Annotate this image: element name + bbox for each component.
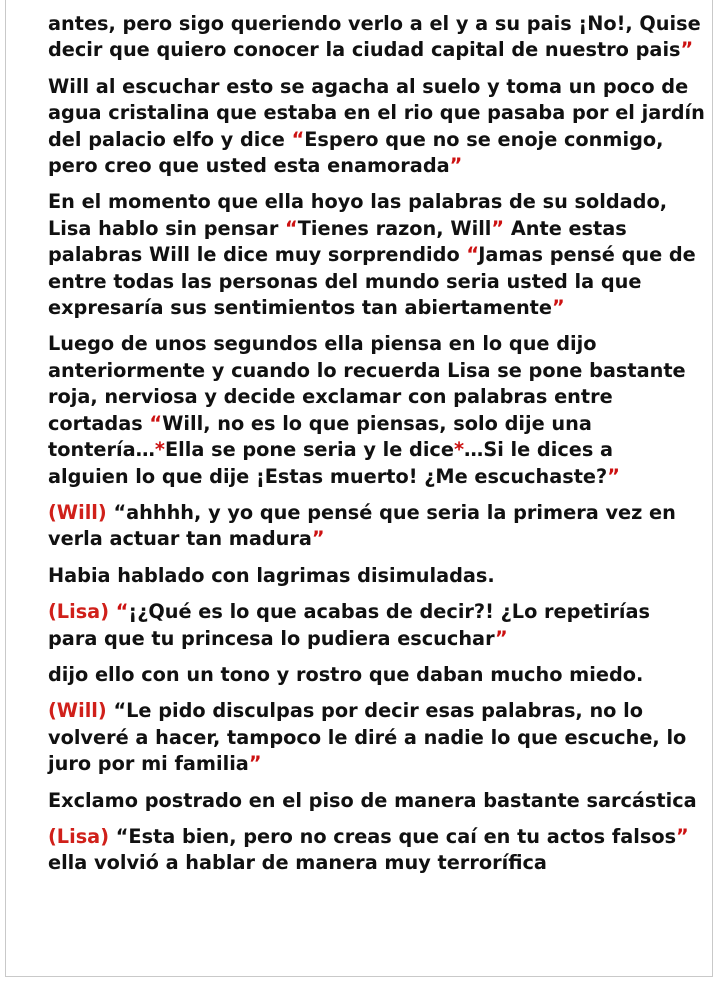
text-line: [48, 850, 684, 876]
paragraph: [48, 189, 696, 321]
paragraph: [48, 563, 684, 589]
text-line: [48, 242, 696, 268]
text-line: [48, 331, 684, 357]
quote-mark: “: [115, 600, 129, 624]
quote-mark: ”: [607, 464, 620, 488]
paragraph: [48, 331, 684, 489]
text-segment: del palacio elfo y dice: [48, 127, 292, 151]
text-line: [48, 824, 689, 850]
paragraph: [48, 11, 701, 64]
paragraph: [48, 74, 705, 180]
paragraph: [48, 500, 684, 553]
quote-mark: ”: [491, 216, 505, 240]
quote-mark: *: [453, 438, 465, 462]
text-segment: tontería…: [48, 438, 155, 462]
quote-mark: ”: [676, 824, 689, 848]
text-line: [48, 189, 684, 215]
text-segment: Lisa hablo sin pensar: [48, 216, 286, 240]
text-segment: verla actuar tan madura: [48, 527, 312, 551]
document-page: [5, 0, 713, 977]
text-segment: antes, pero sigo queriendo verlo a el y a su pais ¡No!, Quise: [48, 12, 701, 35]
text-segment: Will al escuchar esto se agacha al suelo y toma un poco de: [48, 74, 689, 98]
text-segment: pero creo que usted esta enamorada: [48, 154, 450, 178]
paragraph: [48, 824, 689, 877]
speaker-label: (Lisa): [48, 600, 110, 624]
text-segment: agua cristalina que estaba en el rio que pasaba por el jardín: [48, 101, 705, 125]
text-line: [48, 384, 684, 410]
text-segment: En el momento que ella hoyo las palabras de su soldado,: [48, 190, 668, 214]
text-line: [48, 751, 684, 777]
text-line: [48, 626, 684, 652]
text-segment: anteriormente y cuando lo recuerda Lisa se pone bastante: [48, 358, 686, 382]
text-line: [48, 526, 684, 552]
text-segment: Ella se pone seria y le dice: [165, 438, 454, 462]
text-line: [48, 11, 701, 37]
text-segment: “Esta bien, pero no creas que caí en tu actos falsos: [109, 824, 677, 848]
quote-mark: “: [466, 243, 479, 267]
text-segment: …Si le dices a: [464, 438, 614, 462]
quote-mark: ”: [449, 154, 463, 178]
quote-mark: ”: [680, 38, 694, 62]
text-segment: volveré a hacer, tampoco le diré a nadie lo que escuche, lo: [48, 725, 687, 749]
quote-mark: ”: [311, 527, 325, 551]
story-text: [48, 11, 705, 887]
text-line: [48, 269, 684, 295]
text-segment: Will, no es lo que piensas, solo dije una: [162, 411, 592, 435]
text-segment: juro por mi familia: [48, 752, 249, 776]
text-segment: Luego de unos segundos ella piensa en lo que dijo: [48, 332, 597, 356]
text-segment: cortadas: [48, 411, 150, 435]
text-segment: expresaría sus sentimientos tan abiertamente: [48, 296, 552, 320]
quote-mark: ”: [248, 752, 262, 776]
text-segment: decir que quiero conocer la ciudad capital de nuestro pais: [48, 38, 681, 62]
text-segment: Habia hablado con lagrimas disimuladas.: [48, 563, 495, 587]
text-line: [48, 464, 684, 490]
text-segment: palabras Will le dice muy sorprendido: [48, 243, 467, 267]
text-segment: “ahhhh, y yo que pensé que seria la primera vez en: [106, 500, 676, 524]
quote-mark: ”: [551, 296, 565, 320]
text-segment: ella volvió a hablar de manera muy terrorífica: [48, 851, 547, 875]
text-segment: “Le pido disculpas por decir esas palabras, no lo: [106, 699, 643, 723]
speaker-label: (Lisa): [48, 824, 110, 848]
paragraph: [48, 599, 684, 652]
text-line: [48, 37, 694, 63]
speaker-label: (Will): [48, 699, 107, 723]
quote-mark: “: [149, 411, 163, 435]
text-line: [48, 295, 684, 321]
text-line: [48, 216, 684, 242]
text-segment: entre todas las personas del mundo seria usted la que: [48, 269, 642, 293]
text-line: [48, 100, 705, 126]
text-segment: dijo ello con un tono y rostro que daban mucho miedo.: [48, 662, 644, 686]
text-line: [48, 725, 687, 751]
text-line: [48, 74, 689, 100]
text-segment: Jamas pensé que de: [478, 243, 696, 267]
text-line: [48, 358, 684, 384]
text-line: [48, 788, 697, 814]
quote-mark: ”: [494, 626, 508, 650]
text-segment: Tienes razon, Will: [297, 216, 492, 240]
speaker-label: (Will): [48, 500, 107, 524]
text-line: [48, 662, 684, 688]
text-line: [48, 411, 684, 437]
text-line: [48, 437, 684, 463]
text-line: [48, 563, 684, 589]
text-segment: Exclamo postrado en el piso de manera bastante sarcástica: [48, 788, 697, 812]
text-line: [48, 127, 684, 153]
text-segment: roja, nerviosa y decide exclamar con palabras entre: [48, 385, 613, 409]
text-line: [48, 599, 684, 625]
quote-mark: *: [154, 438, 165, 462]
text-segment: Espero que no se enoje conmigo,: [304, 127, 664, 151]
text-segment: alguien lo que dije ¡Estas muerto! ¿Me escuchaste?: [48, 464, 608, 488]
text-segment: Ante estas: [504, 216, 627, 240]
quote-mark: “: [291, 127, 305, 151]
text-line: [48, 698, 684, 724]
text-line: [48, 153, 684, 179]
paragraph: [48, 698, 687, 777]
text-segment: [109, 600, 116, 623]
text-segment: para que tu princesa lo pudiera escuchar: [48, 626, 495, 650]
text-segment: ¡¿Qué es lo que acabas de decir?! ¿Lo repetirías: [128, 600, 650, 624]
quote-mark: “: [285, 216, 298, 240]
paragraph: [48, 662, 684, 688]
text-line: [48, 500, 684, 526]
paragraph: [48, 788, 697, 814]
